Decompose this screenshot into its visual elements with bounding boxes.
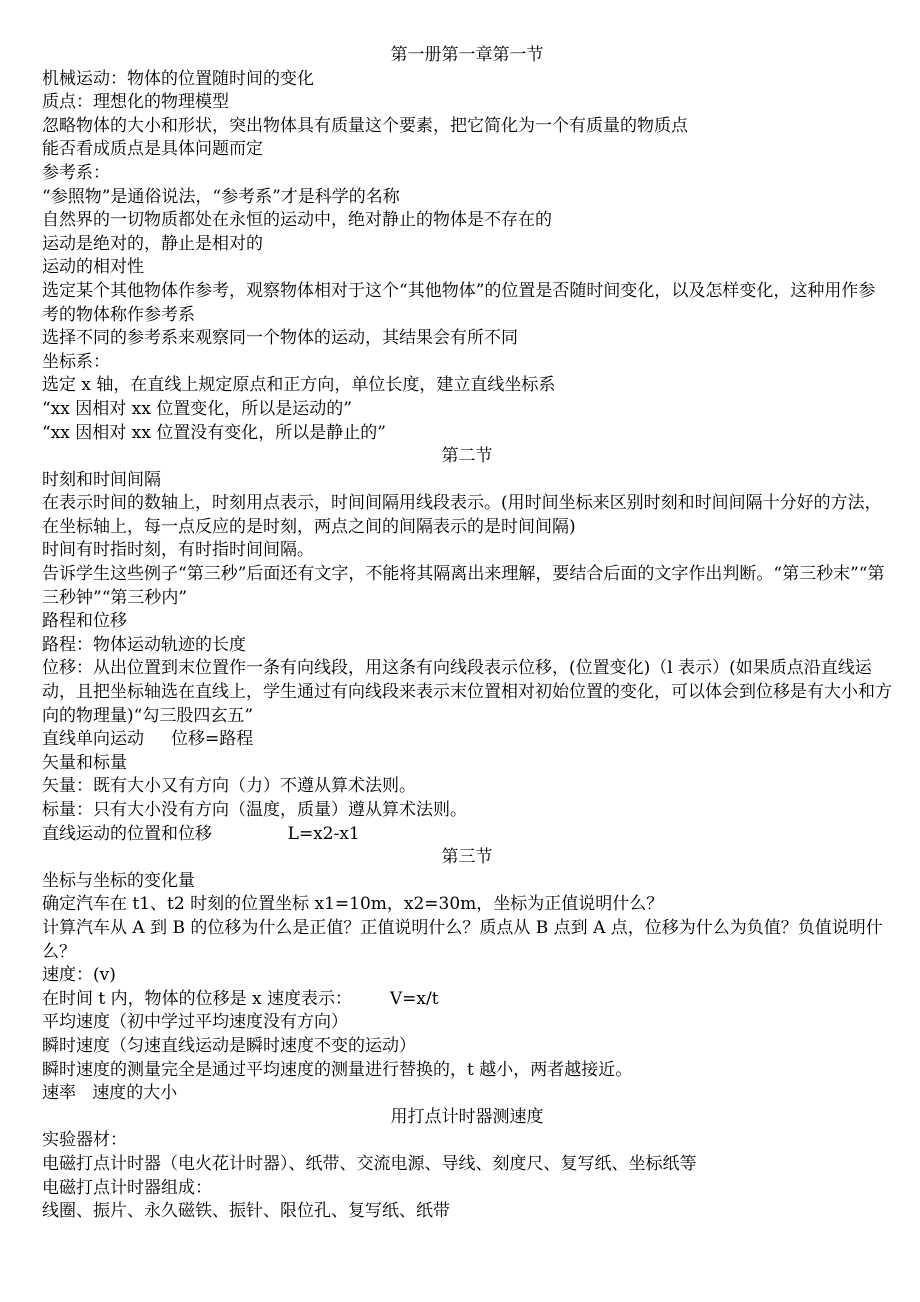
text-line: 质点：理想化的物理模型	[42, 92, 229, 113]
text-line: 能否看成质点是具体问题而定	[42, 139, 263, 160]
text-line: 速率 速度的大小	[42, 1083, 178, 1104]
text-line: 运动的相对性	[42, 257, 144, 278]
text-line: 直线运动的位置和位移 L=x2-x1	[42, 823, 360, 844]
text-line: 在表示时间的数轴上，时刻用点表示，时间间隔用线段表示。(用时间坐标来区别时刻和时间间隔十分好的方法，在坐标轴上，每一点反应的是时刻，两点之间的间隔表示的是时间间隔)	[42, 493, 882, 537]
text-line: 选定 x 轴，在直线上规定原点和正方向，单位长度，建立直线坐标系	[42, 375, 556, 396]
text-line: 在时间 t 内，物体的位移是 x 速度表示： V=x/t	[42, 988, 439, 1009]
text-line: 运动是绝对的，静止是相对的	[42, 233, 263, 254]
text-line: 自然界的一切物质都处在永恒的运动中，绝对静止的物体是不存在的	[42, 210, 552, 231]
section-heading: 第一册第一章第一节	[390, 45, 544, 65]
section-heading: 第二节	[441, 446, 493, 467]
text-line: 时刻和时间间隔	[42, 469, 161, 490]
text-line: 矢量：既有大小又有方向（力）不遵从算术法则。	[42, 776, 416, 797]
text-line: “参照物”是通俗说法，“参考系”才是科学的名称	[42, 186, 400, 207]
text-line: 位移：从出位置到末位置作一条有向线段，用这条有向线段表示位移，(位置变化)（l 表示）(如果质点沿直线运动，且把坐标轴选在直线上，学生通过有向线段来表示末位置相对初始位置的变化，可以体会到位移是有大小和方向的物理量)“勾三股四玄五”	[42, 658, 892, 726]
document-page	[42, 44, 892, 1224]
text-line: 机械运动：物体的位置随时间的变化	[42, 68, 314, 89]
text-line: 实验器材：	[42, 1130, 127, 1151]
text-line: 矢量和标量	[42, 752, 127, 773]
text-line: “xx 因相对 xx 位置没有变化，所以是静止的”	[42, 422, 386, 443]
text-line: 直线单向运动 位移=路程	[42, 729, 254, 750]
text-line: 确定汽车在 t1、t2 时刻的位置坐标 x1=10m，x2=30m，坐标为正值说明什么？	[42, 894, 664, 915]
text-line: 瞬时速度的测量完全是通过平均速度的测量进行替换的，t 越小，两者越接近。	[42, 1059, 633, 1080]
text-line: 路程和位移	[42, 611, 127, 632]
text-line: 坐标系：	[42, 351, 110, 372]
text-line: 坐标与坐标的变化量	[42, 870, 195, 891]
text-line: 标量：只有大小没有方向（温度，质量）遵从算术法则。	[42, 800, 467, 820]
text-line: “xx 因相对 xx 位置变化，所以是运动的”	[42, 398, 352, 419]
text-line: 平均速度（初中学过平均速度没有方向）	[42, 1012, 348, 1033]
text-line: 忽略物体的大小和形状，突出物体具有质量这个要素，把它简化为一个有质量的物质点	[42, 115, 688, 136]
text-line: 时间有时指时刻，有时指时间间隔。	[42, 540, 314, 561]
section-heading: 用打点计时器测速度	[390, 1106, 544, 1127]
section-heading: 第三节	[441, 847, 493, 868]
text-line: 告诉学生这些例子“第三秒”后面还有文字，不能将其隔离出来理解，要结合后面的文字作出判断。“第三秒末”“第三秒钟”“第三秒内”	[42, 564, 885, 608]
text-line: 选择不同的参考系来观察同一个物体的运动，其结果会有所不同	[42, 328, 518, 349]
text-line: 电磁打点计时器（电火花计时器）、纸带、交流电源、导线、刻度尺、复写纸、坐标纸等	[42, 1153, 697, 1174]
text-line: 电磁打点计时器组成：	[42, 1177, 212, 1198]
text-line: 选定某个其他物体作参考，观察物体相对于这个“其他物体”的位置是否随时间变化，以及怎样变化，这种用作参考的物体称作参考系	[42, 280, 876, 325]
text-line: 路程：物体运动轨迹的长度	[42, 634, 246, 655]
text-line: 速度：(v)	[42, 965, 116, 986]
text-line: 瞬时速度（匀速直线运动是瞬时速度不变的运动）	[42, 1035, 416, 1056]
text-line: 计算汽车从 A 到 B 的位移为什么是正值？正值说明什么？质点从 B 点到 A 点，位移为什么为负值？负值说明什么？	[42, 917, 883, 962]
text-line: 参考系：	[42, 162, 110, 183]
text-line: 线圈、振片、永久磁铁、振针、限位孔、复写纸、纸带	[42, 1201, 450, 1222]
